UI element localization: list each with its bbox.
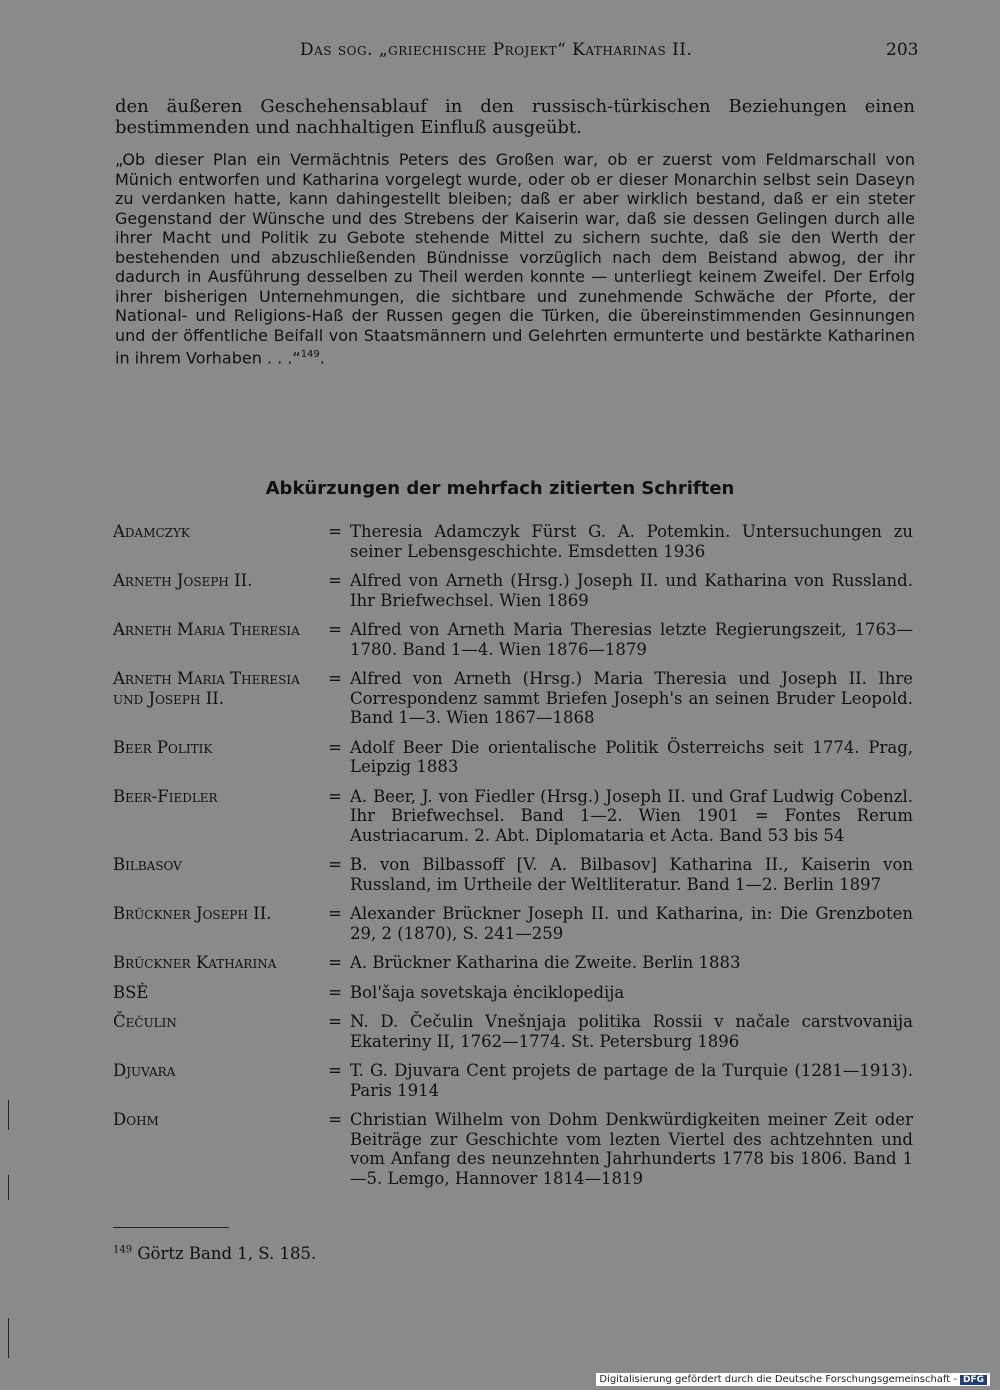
abbreviation-description: N. D. Čečulin Vnešnjaja politika Rossii v načale carstvovanija Ekateriny II, 1762—1774. St. Petersburg 1896 (350, 1012, 913, 1051)
credit-text: Digitalisierung gefördert durch die Deutsche Forschungsgemeinschaft - (599, 1374, 957, 1385)
abbreviation-key: Arneth Maria Theresia und Joseph II. (113, 669, 300, 708)
abbreviation-key: Djuvara (113, 1061, 176, 1080)
page-number: 203 (886, 40, 919, 60)
equals-sign: = (328, 982, 342, 1002)
abbreviation-entry (113, 787, 923, 846)
footnote (113, 1244, 316, 1263)
equals-sign: = (328, 786, 342, 806)
running-title: Das sog. „griechische Projekt“ Katharinas II. (300, 40, 693, 60)
quote-text: „Ob dieser Plan ein Vermächtnis Peters des Großen war, ob er zuerst vom Feldmarschall von Münich entworfen und Katharina vorgelegt wurde, oder ob er dieser Monarchin selbst sein Daseyn zu verdanken hatte, kann dahingestellt bleiben; daß er aber wirklich bestand, daß er ein steter Gegenstand der Wünsche und des Strebens der Kaiserin war, daß sie dessen Gelingen durch alle ihrer Macht und Politik zu Gebote stehende Mittel zu sichern suchte, daß sie den Werth der bestehenden und abzuschließenden Bündnisse vorzüglich nach dem Beistand abwog, der ihr dadurch in Ausführung desselben zu Theil werden konnte — unterliegt keinem Zweifel. Der Erfolg ihrer bisherigen Unternehmungen, die sichtbare und zunehmende Schwäche der Pforte, der National- und Religions-Haß der Russen gegen die Türken, die übereinstimmenden Gesinnungen und der öffentliche Beifall von Staatsmännern und Gelehrten ermunterte und bestärkte Katharinen in ihrem Vorhaben . . .“ (115, 150, 915, 368)
abbreviation-entry (113, 571, 923, 610)
equals-sign: = (328, 669, 342, 688)
equals-sign: = (328, 571, 342, 590)
abbreviation-description: B. von Bilbassoff [V. A. Bilbasov] Katharina II., Kaiserin von Russland, im Urtheile der Weltliteratur. Band 1—2. Berlin 1897 (350, 855, 913, 894)
abbreviation-description: Adolf Beer Die orientalische Politik Österreichs seit 1774. Prag, Leipzig 1883 (350, 737, 913, 776)
equals-sign: = (328, 855, 342, 874)
abbreviation-description: A. Brückner Katharina die Zweite. Berlin 1883 (350, 953, 741, 972)
abbreviation-key: Brückner Katharina (113, 953, 277, 972)
abbreviation-description: Christian Wilhelm von Dohm Denkwürdigkeiten meiner Zeit oder Beiträge zur Geschichte vom lezten Viertel des achtzehnten und vom Anfang des neunzehnten Jahrhunderts 1778 bis 1806. Band 1—5. Lemgo, Hannover 1814—1819 (350, 1110, 913, 1188)
abbreviation-entry (113, 983, 923, 1003)
equals-sign: = (328, 522, 342, 541)
abbreviation-entry (113, 669, 923, 728)
abbreviation-description: Alfred von Arneth (Hrsg.) Maria Theresia und Joseph II. Ihre Correspondenz sammt Briefen Joseph's an seinen Bruder Leopold. Band 1—3. Wien 1867—1868 (350, 669, 913, 727)
quote-paragraph (115, 150, 915, 368)
abbreviation-key: BSĖ (113, 982, 149, 1002)
abbreviation-description: Bol'šaja sovetskaja ėnciklopedija (350, 982, 625, 1002)
equals-sign: = (328, 620, 342, 639)
footnote-reference: 149 (300, 349, 320, 360)
abbreviation-description: Alfred von Arneth Maria Theresias letzte Regierungszeit, 1763—1780. Band 1—4. Wien 1876—1879 (350, 620, 913, 659)
scan-artifact-line (8, 1318, 9, 1358)
footnote-divider (113, 1227, 229, 1228)
abbreviation-entry (113, 953, 923, 973)
abbreviation-entry (113, 1061, 923, 1100)
abbreviation-entry (113, 1110, 923, 1188)
scan-artifact-line (8, 1175, 9, 1200)
digitization-credit (596, 1373, 990, 1386)
abbreviation-description: Theresia Adamczyk Fürst G. A. Potemkin. Untersuchungen zu seiner Lebensgeschichte. Emsdetten 1936 (350, 522, 913, 561)
abbreviation-description: Alexander Brückner Joseph II. und Katharina, in: Die Grenzboten 29, 2 (1870), S. 241—259 (350, 904, 913, 943)
abbreviation-list (113, 522, 923, 1198)
abbreviation-key: Beer-Fiedler (113, 786, 218, 806)
abbreviation-key: Dohm (113, 1110, 159, 1129)
abbreviation-description: Alfred von Arneth (Hrsg.) Joseph II. und Katharina von Russland. Ihr Briefwechsel. Wien 1869 (350, 571, 913, 610)
abbreviation-entry (113, 738, 923, 777)
equals-sign: = (328, 953, 342, 972)
abbreviation-key: Brückner Joseph II. (113, 904, 272, 923)
abbreviation-entry (113, 620, 923, 659)
section-heading: Abkürzungen der mehrfach zitierten Schriften (265, 478, 735, 499)
abbreviation-key: Čečulin (113, 1012, 177, 1031)
abbreviation-description: A. Beer, J. von Fiedler (Hrsg.) Joseph II. und Graf Ludwig Cobenzl. Ihr Briefwechsel. Band 1—2. Wien 1901 = Fontes Rerum Austriacarum. 2. Abt. Diplomataria et Acta. Band 53 bis 54 (350, 786, 913, 845)
dfg-logo: DFG (960, 1375, 987, 1385)
equals-sign: = (328, 1061, 342, 1080)
equals-sign: = (328, 1012, 342, 1031)
equals-sign: = (328, 904, 342, 923)
abbreviation-key: Arneth Maria Theresia (113, 620, 300, 639)
abbreviation-key: Adamczyk (113, 522, 190, 541)
abbreviation-key: Beer Politik (113, 737, 213, 757)
abbreviation-description: T. G. Djuvara Cent projets de partage de la Turquie (1281—1913). Paris 1914 (350, 1061, 913, 1100)
abbreviation-entry (113, 904, 923, 943)
footnote-number: 149 (113, 1244, 133, 1256)
abbreviation-entry (113, 1012, 923, 1051)
quote-end: . (319, 348, 325, 368)
footnote-text: Görtz Band 1, S. 185. (137, 1244, 317, 1263)
equals-sign: = (328, 737, 342, 757)
abbreviation-key: Bilbasov (113, 855, 182, 874)
abbreviation-entry (113, 522, 923, 561)
intro-paragraph: den äußeren Geschehensablauf in den russisch-türkischen Beziehungen einen bestimmenden und nachhaltigen Einfluß ausgeübt. (115, 96, 915, 138)
scan-artifact-line (8, 1100, 9, 1130)
abbreviation-key: Arneth Joseph II. (113, 571, 253, 590)
abbreviation-entry (113, 855, 923, 894)
equals-sign: = (328, 1110, 342, 1129)
